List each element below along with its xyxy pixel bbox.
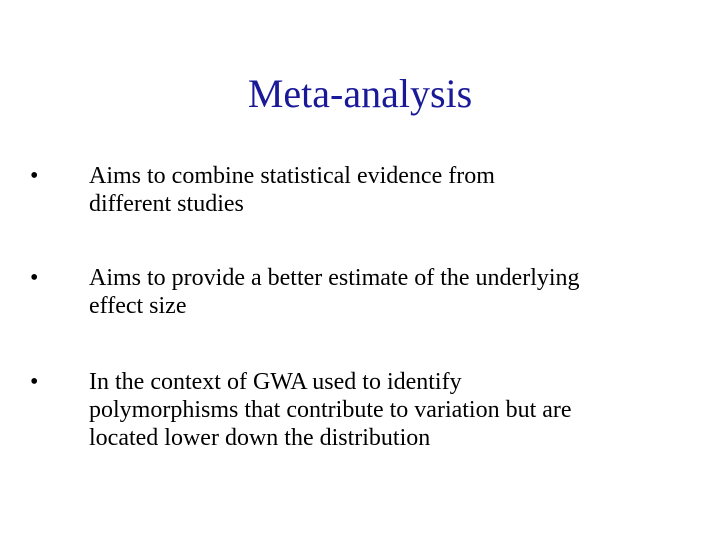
bullet-2-line-1: Aims to provide a better estimate of the underlying: [89, 265, 580, 291]
bullet-item-1: [30, 162, 680, 218]
bullet-3-line-1: In the context of GWA used to identify: [89, 369, 462, 395]
bullet-1-line-2: different studies: [89, 191, 244, 217]
bullet-2-line-2: effect size: [89, 293, 187, 319]
bullet-point-icon: •: [30, 369, 39, 395]
bullet-3-line-3: located lower down the distribution: [89, 425, 431, 451]
bullet-3-line-2: polymorphisms that contribute to variation but are: [89, 397, 572, 423]
bullet-1-line-1: Aims to combine statistical evidence from: [89, 163, 495, 189]
bullet-text-2: [89, 264, 680, 320]
bullet-point-icon: •: [30, 265, 39, 291]
bullet-item-3: [30, 368, 680, 452]
bullet-item-2: [30, 264, 680, 320]
bullet-text-3: [89, 368, 680, 452]
bullet-text-1: [89, 162, 680, 218]
slide-title: Meta-analysis: [247, 71, 473, 116]
bullet-point-icon: •: [30, 163, 39, 189]
